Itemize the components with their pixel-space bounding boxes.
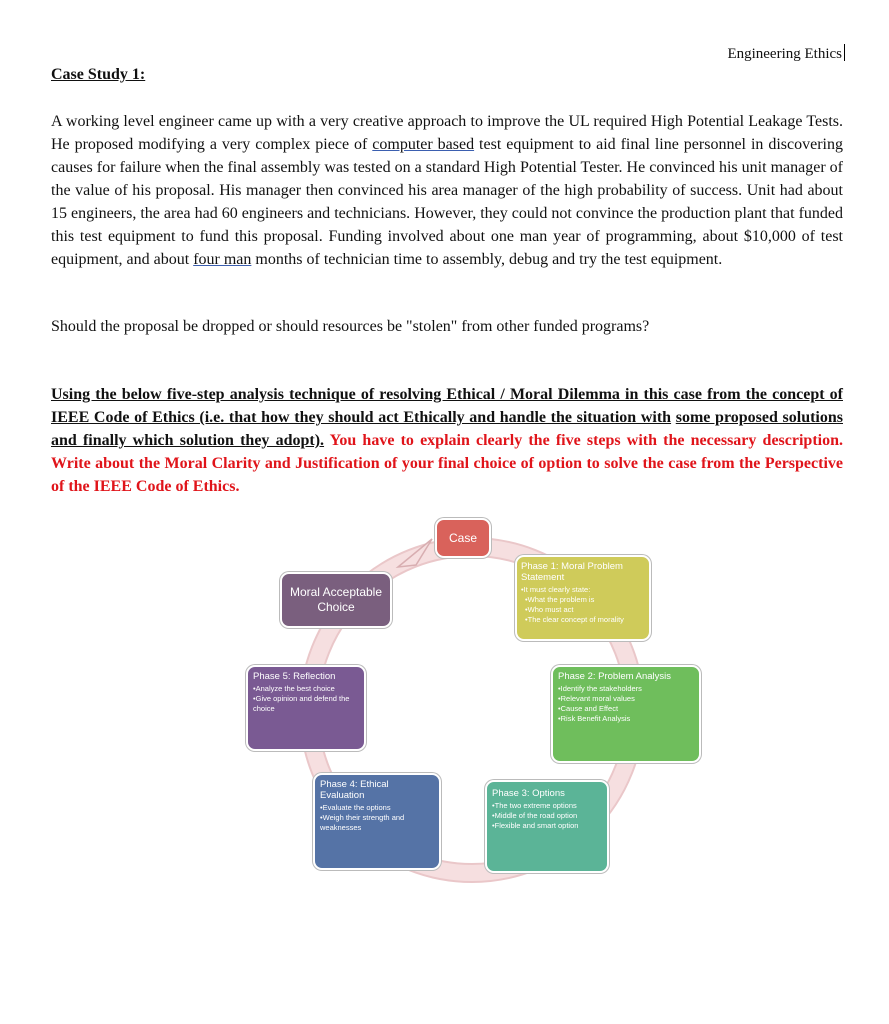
phase2-item: •Cause and Effect (558, 704, 619, 713)
phase1-title: Phase 1: Moral Problem Statement (521, 561, 623, 583)
instructions (51, 383, 843, 498)
phase2-box (551, 665, 701, 763)
case-body (51, 110, 843, 271)
phase3-item: •Flexible and smart option (492, 821, 579, 830)
moral-choice-box (280, 572, 392, 628)
phase4-list (320, 803, 434, 833)
phase2-item: •Relevant moral values (558, 694, 635, 703)
phase1-item: •Who must act (525, 605, 574, 614)
phase3-item: •Middle of the road option (492, 811, 578, 820)
text-cursor (844, 44, 845, 61)
phase2-item: •Identify the stakeholders (558, 684, 642, 693)
phase2-list (558, 684, 694, 724)
phase3-title: Phase 3: Options (492, 788, 565, 799)
phase4-item: •Evaluate the options (320, 803, 391, 812)
phase4-box (313, 773, 441, 870)
case-title: Case Study 1: (51, 66, 146, 83)
case-body-link-computer-based: computer based (372, 136, 475, 153)
phase4-title: Phase 4: Ethical Evaluation (320, 779, 389, 801)
phase3-list (492, 801, 602, 831)
case-box-label: Case (448, 531, 477, 545)
case-box (435, 518, 491, 558)
phase5-list (253, 684, 359, 714)
phase2-item: •Risk Benefit Analysis (558, 714, 631, 723)
phase2-title: Phase 2: Problem Analysis (558, 671, 672, 682)
running-header (727, 44, 845, 63)
moral-choice-label: Moral Acceptable Choice (289, 585, 383, 614)
phase5-item: •Analyze the best choice (253, 684, 335, 693)
phase5-item: •Give opinion and defend the choice (253, 694, 350, 713)
case-question: Should the proposal be dropped or should resources be "stolen" from other funded programs? (51, 318, 650, 335)
instructions-red-text: You have to explain clearly the five steps with the necessary description. Write about the Moral Clarity and Justification of your final choice of option to solve the case from the Perspective of the IEEE Code of Ethics. (51, 432, 844, 495)
case-body-link-four-man: four man (193, 251, 252, 268)
phase5-title: Phase 5: Reflection (253, 671, 336, 682)
phase5-box (246, 665, 366, 751)
case-body-part1: A working level engineer came up with a very creative approach to improve the UL required High Potential Leakage Tests. He proposed modifying a very complex piece of (51, 113, 843, 153)
phase1-list (521, 585, 645, 625)
phase1-item: •What the problem is (525, 595, 595, 604)
phase1-item: •The clear concept of morality (525, 615, 624, 624)
header-course: Engineering Ethics (727, 46, 842, 62)
instructions-underlined-b: some proposed solutions and finally which solution they adopt). (51, 409, 843, 449)
phase4-item: •Weigh their strength and weaknesses (320, 813, 405, 832)
phase3-item: •The two extreme options (492, 801, 577, 810)
instructions-underlined-a: Using the below five-step analysis technique of resolving Ethical / Moral Dilemma in this case from the concept of IEEE Code of Ethics (i.e. that how they should act Ethically and handle the situation with (51, 386, 843, 426)
phase1-box (515, 555, 651, 641)
case-body-part2: test equipment to aid final line personnel in discovering causes for failure when the final assembly was tested on a standard High Potential Tester. He convinced his unit manager of the value of his proposal. His manager then convinced his area manager of the high probability of success. Unit had about 15 engineers, the area had 60 engineers and technicians. However, they could not convince the production plant that funded this test equipment to fund this proposal. Funding involved about one man year of programming, about $10,000 of test equipment, and about (51, 136, 844, 268)
phase3-box (485, 780, 609, 873)
case-body-part3: months of technician time to assembly, debug and try the test equipment. (251, 251, 723, 268)
phase1-intro: •It must clearly state: (521, 585, 591, 594)
five-phase-diagram (240, 515, 710, 890)
